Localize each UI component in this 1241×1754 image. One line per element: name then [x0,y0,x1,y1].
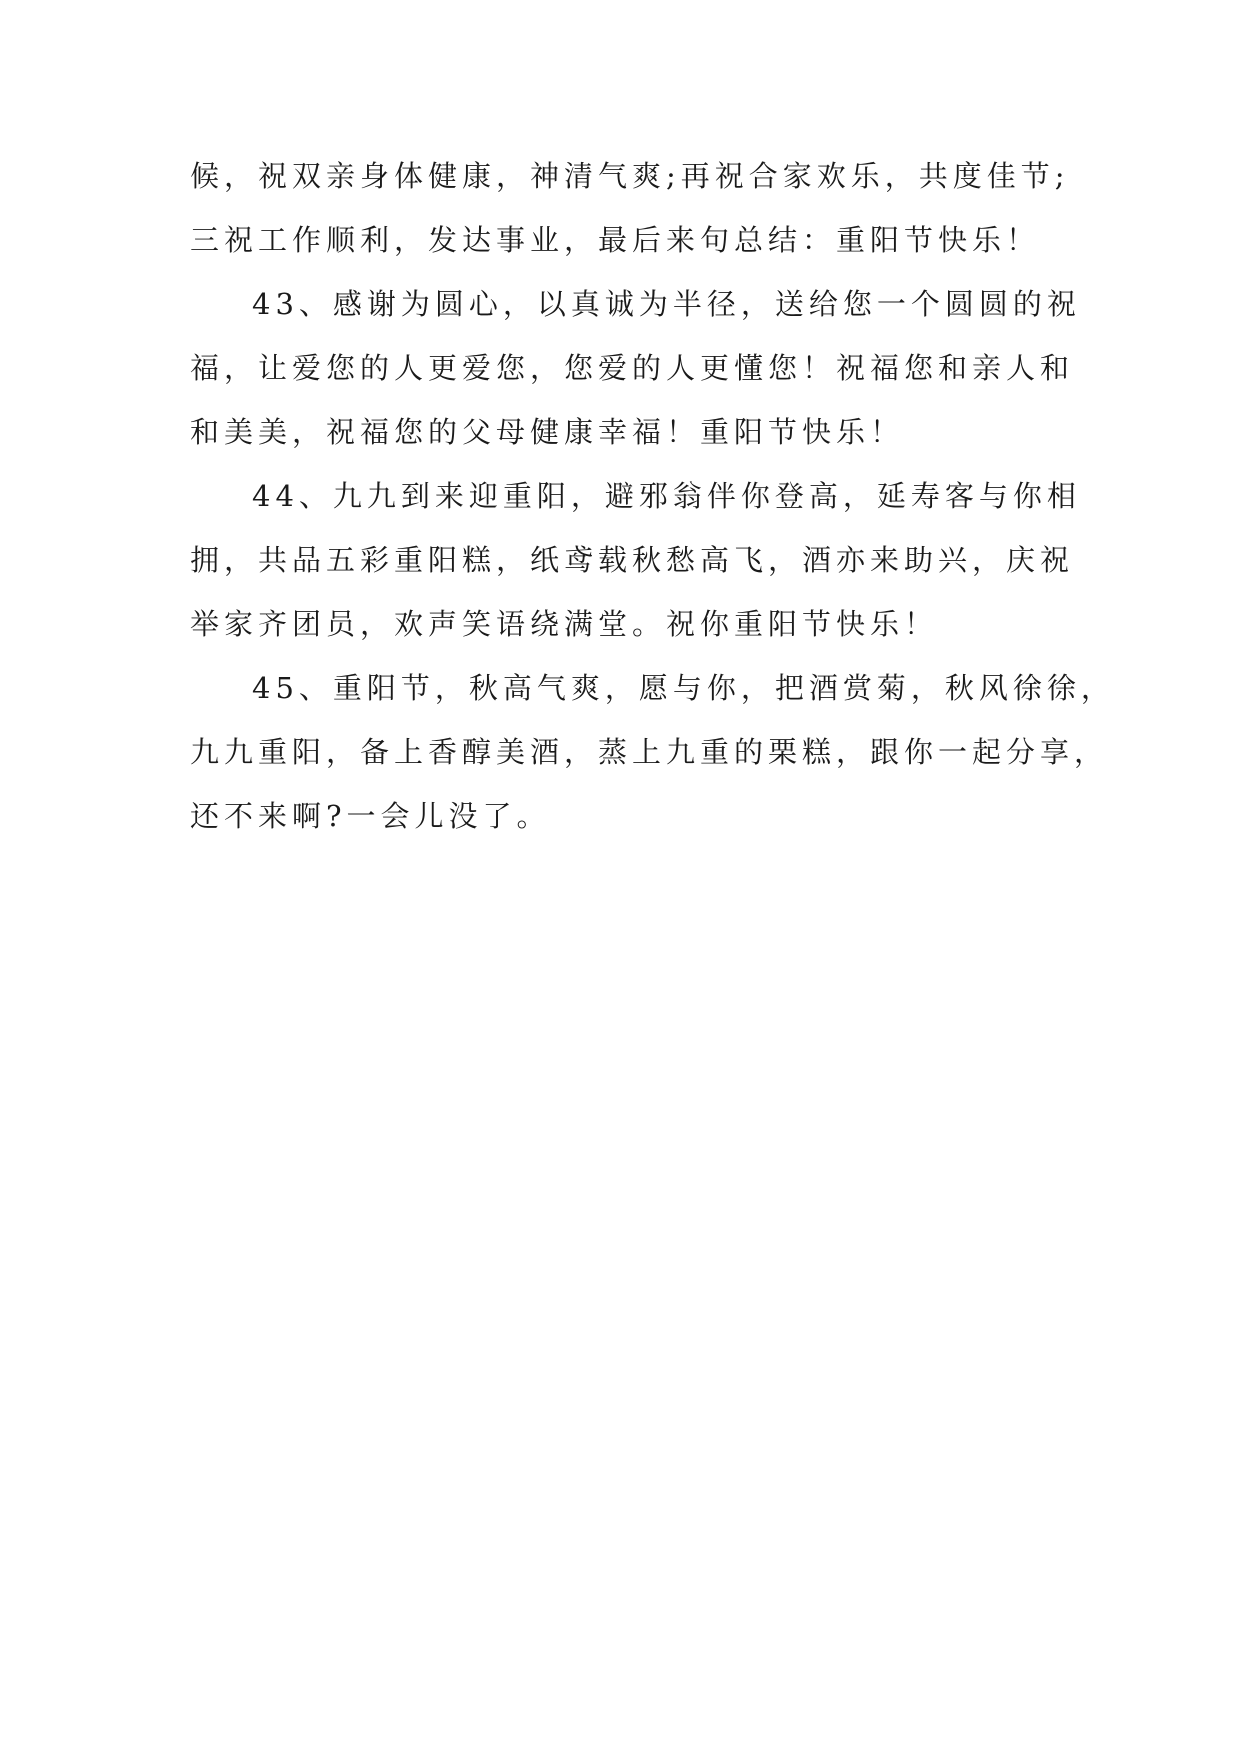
paragraph-43-start: 43、感谢为圆心，以真诚为半径，送给您一个圆圆的祝 [252,287,1081,321]
paragraph-44-start: 44、九九到来迎重阳，避邪翁伴你登高，延寿客与你相 [252,479,1081,513]
text-line: 福，让爱您的人更爱您，您爱的人更懂您！祝福您和亲人和 [190,351,1075,385]
document-body [190,155,1115,859]
text-line: 九九重阳，备上香醇美酒，蒸上九重的栗糕，跟你一起分享， [190,735,1109,769]
text-line: 拥，共品五彩重阳糕，纸鸢载秋愁高飞，酒亦来助兴，庆祝 [190,543,1075,577]
paragraph-45-start: 45、重阳节，秋高气爽，愿与你，把酒赏菊，秋风徐徐， [252,671,1115,705]
text-line: 三祝工作顺利，发达事业，最后来句总结：重阳节快乐！ [190,223,1041,257]
text-line: 候，祝双亲身体健康，神清气爽;再祝合家欢乐，共度佳节; [190,159,1070,193]
text-line: 和美美，祝福您的父母健康幸福！重阳节快乐！ [190,415,905,449]
text-line: 还不来啊?一会儿没了。 [190,799,551,833]
text-line: 举家齐团员，欢声笑语绕满堂。祝你重阳节快乐！ [190,607,939,641]
